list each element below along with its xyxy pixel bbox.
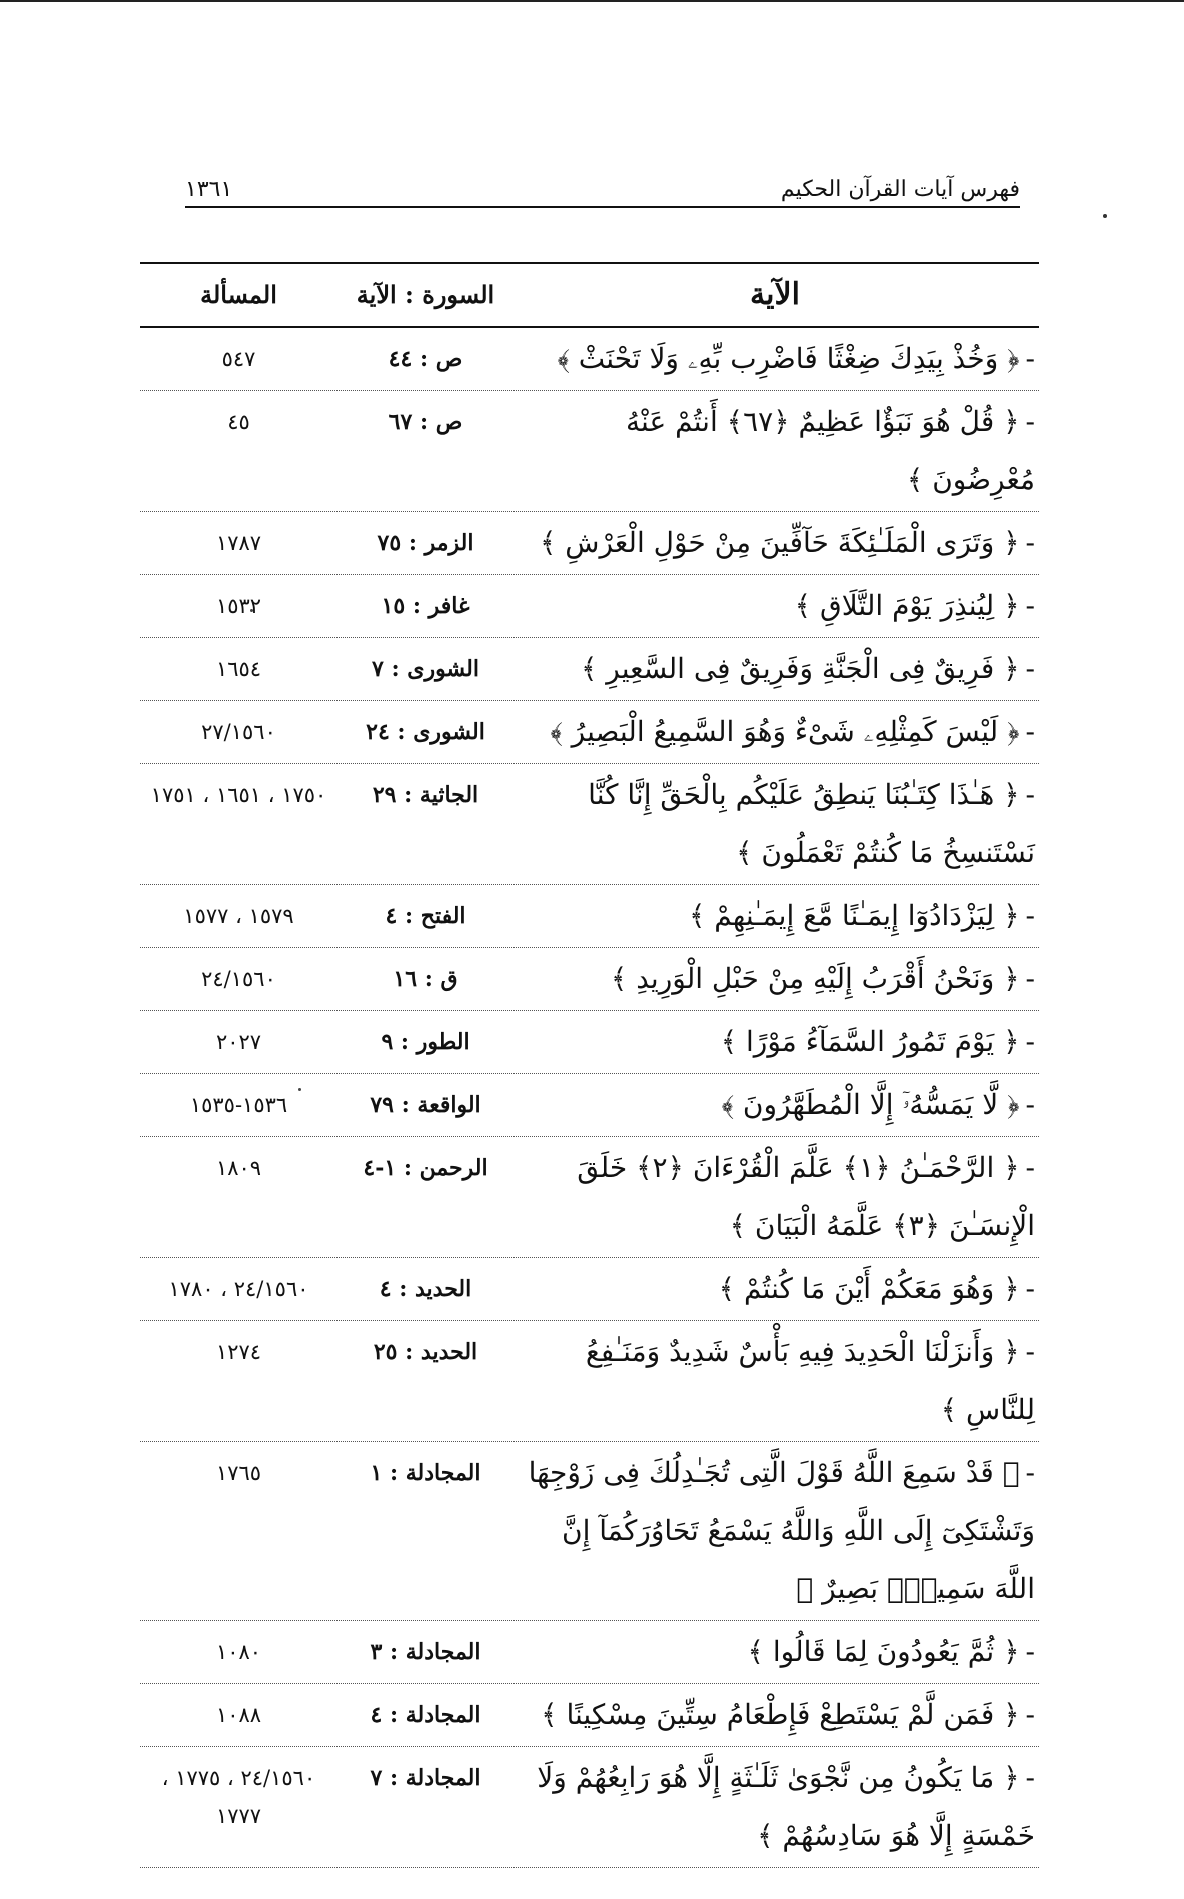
surah-ayah-cell: ق : ١٦ [337, 948, 514, 1011]
table-row [140, 1074, 1039, 1137]
verse-cell [514, 948, 1039, 1011]
verse-cell [514, 1011, 1039, 1074]
list-dash: - [1025, 1151, 1035, 1184]
surah-ayah-cell: الحديد : ٢٥ [337, 1321, 514, 1442]
header-issue: المسألة [140, 263, 337, 327]
verse-cell [514, 638, 1039, 701]
issue-cell: ٢٠٢٧ [140, 1011, 337, 1074]
verse-text: ﴿ وَهُوَ مَعَكُمْ أَيْنَ مَا كُنتُمْ ﴾ [718, 1272, 1020, 1305]
table-row [140, 1011, 1039, 1074]
list-dash: - [1025, 778, 1035, 811]
verse-text: ﴿ قَدْ سَمِعَ اللَّهُ قَوْلَ الَّتِى تُجَـٰدِلُكَ فِى زَوْجِهَا وَتَشْتَكِىٓ إِلَى اللَّهِ وَاللَّهُ يَسْمَعُ تَحَاوُرَكُمَآ إِنَّ اللَّهَ سَمِيعٌۢ بَصِيرٌ ﴾ [528, 1456, 1035, 1605]
list-dash: - [1025, 715, 1035, 748]
verse-text: ﴿ لِيَزْدَادُوٓا إِيمَـٰنًا مَّعَ إِيمَـٰنِهِمْ ﴾ [688, 899, 1020, 932]
list-dash: - [1025, 1025, 1035, 1058]
verse-text: ﴿ فَرِيقٌ فِى الْجَنَّةِ وَفَرِيقٌ فِى السَّعِيرِ ﴾ [580, 652, 1020, 685]
verse-cell [514, 327, 1039, 391]
issue-cell: ٤٥ [140, 391, 337, 512]
verse-text: ﴿ قُلْ هُوَ نَبَؤٌا عَظِيمٌ ﴿٦٧﴾ أَنتُمْ عَنْهُ مُعْرِضُونَ ﴾ [626, 405, 1035, 496]
table-row [140, 391, 1039, 512]
running-title: فهرس آيات القرآن الحكيم [780, 177, 1020, 202]
issue-cell: ١٥٣٢ [140, 575, 337, 638]
verse-text: ﴿ لِيُنذِرَ يَوْمَ التَّلَاقِ ﴾ [794, 589, 1020, 622]
surah-ayah-cell: الزمر : ٧٥ [337, 512, 514, 575]
issue-cell: ١٥٣٦-١٥٣٥ [140, 1074, 337, 1137]
page-number: ١٣٦١ [185, 177, 233, 202]
table-row [140, 764, 1039, 885]
header-surah-ayah: السورة : الآية [337, 263, 514, 327]
issue-cell: ١٧٥٠ ، ١٦٥١ ، ١٧٥١ [140, 764, 337, 885]
table-row [140, 1747, 1039, 1868]
issue-cell: ٢٤/١٥٦٠ ، ١٧٧٥ ، ١٧٧٧ [140, 1747, 337, 1868]
verse-text: ﴿ وَنَحْنُ أَقْرَبُ إِلَيْهِ مِنْ حَبْلِ الْوَرِيدِ ﴾ [610, 962, 1020, 995]
verse-cell [514, 512, 1039, 575]
list-dash: - [1025, 1272, 1035, 1305]
table-row [140, 1684, 1039, 1747]
verse-text: ﴿ مَا يَكُونُ مِن نَّجْوَىٰ ثَلَـٰثَةٍ إِلَّا هُوَ رَابِعُهُمْ وَلَا خَمْسَةٍ إِلَّا هُوَ سَادِسُهُمْ ﴾ [537, 1761, 1035, 1852]
surah-ayah-cell: غافر : ١٥ [337, 575, 514, 638]
verse-cell [514, 1621, 1039, 1684]
list-dash: - [1025, 1088, 1035, 1121]
table-row [140, 1258, 1039, 1321]
issue-cell: ١٥٧٩ ، ١٥٧٧ [140, 885, 337, 948]
verse-text: ﴿ وَخُذْ بِيَدِكَ ضِغْثًا فَاضْرِب بِّهِۦ وَلَا تَحْنَثْ ﴾ [557, 342, 1020, 375]
table-header-row [140, 263, 1039, 327]
margin-dot [1103, 214, 1107, 218]
surah-ayah-cell: المجادلة : ٧ [337, 1747, 514, 1868]
verse-text: ﴿ وَأَنزَلْنَا الْحَدِيدَ فِيهِ بَأْسٌ شَدِيدٌ وَمَنَـٰفِعُ لِلنَّاسِ ﴾ [585, 1335, 1035, 1426]
table-row [140, 1321, 1039, 1442]
list-dash: - [1025, 1761, 1035, 1794]
top-border [0, 0, 1184, 2]
surah-ayah-cell: الواقعة : ٧٩ [337, 1074, 514, 1137]
surah-ayah-cell: الشورى : ٢٤ [337, 701, 514, 764]
issue-cell: ١٨٠٩ [140, 1137, 337, 1258]
verse-cell [514, 575, 1039, 638]
verse-cell [514, 1074, 1039, 1137]
list-dash: - [1025, 1456, 1035, 1489]
issue-cell: ١٧٦٥ [140, 1442, 337, 1621]
list-dash: - [1025, 526, 1035, 559]
verse-text: ﴿ وَتَرَى الْمَلَـٰئِكَةَ حَآفِّينَ مِنْ حَوْلِ الْعَرْشِ ﴾ [539, 526, 1020, 559]
surah-ayah-cell: الطور : ٩ [337, 1011, 514, 1074]
table-row [140, 575, 1039, 638]
list-dash: - [1025, 589, 1035, 622]
verse-cell [514, 885, 1039, 948]
surah-ayah-cell: الجاثية : ٢٩ [337, 764, 514, 885]
table-row [140, 1621, 1039, 1684]
surah-ayah-cell: المجادلة : ٤ [337, 1684, 514, 1747]
verse-cell [514, 1684, 1039, 1747]
surah-ayah-cell: ص : ٤٤ [337, 327, 514, 391]
list-dash: - [1025, 342, 1035, 375]
list-dash: - [1025, 962, 1035, 995]
table-row [140, 701, 1039, 764]
issue-cell: ٥٤٧ [140, 327, 337, 391]
issue-cell: ٢٤/١٥٦٠ [140, 948, 337, 1011]
list-dash: - [1025, 1335, 1035, 1368]
list-dash: - [1025, 899, 1035, 932]
verse-text: ﴿ الرَّحْمَـٰنُ ﴿١﴾ عَلَّمَ الْقُرْءَانَ ﴿٢﴾ خَلَقَ الْإِنسَـٰنَ ﴿٣﴾ عَلَّمَهُ الْبَيَانَ ﴾ [577, 1151, 1035, 1242]
verse-text: ﴿ ثُمَّ يَعُودُونَ لِمَا قَالُوا ﴾ [747, 1635, 1020, 1668]
verse-cell [514, 1137, 1039, 1258]
surah-ayah-cell: المجادلة : ٣ [337, 1621, 514, 1684]
issue-cell: ١٢٧٤ [140, 1321, 337, 1442]
verse-cell [514, 764, 1039, 885]
verse-text: ﴿ هَـٰذَا كِتَـٰبُنَا يَنطِقُ عَلَيْكُم بِالْحَقِّ إِنَّا كُنَّا نَسْتَنسِخُ مَا كُنتُمْ تَعْمَلُونَ ﴾ [588, 778, 1035, 869]
table-row [140, 1137, 1039, 1258]
issue-cell: ١٠٨٨ [140, 1684, 337, 1747]
verse-cell [514, 701, 1039, 764]
list-dash: - [1025, 652, 1035, 685]
verse-cell [514, 391, 1039, 512]
surah-ayah-cell: الفتح : ٤ [337, 885, 514, 948]
table-row [140, 1442, 1039, 1621]
table-body [140, 327, 1039, 1868]
header-verse: الآية [514, 263, 1039, 327]
issue-cell: ٢٧/١٥٦٠ [140, 701, 337, 764]
verse-cell [514, 1321, 1039, 1442]
verse-cell [514, 1442, 1039, 1621]
verse-index-table [140, 262, 1039, 1868]
list-dash: - [1025, 405, 1035, 438]
issue-cell: ٢٤/١٥٦٠ ، ١٧٨٠ [140, 1258, 337, 1321]
verse-cell [514, 1258, 1039, 1321]
list-dash: - [1025, 1698, 1035, 1731]
verse-text: ﴿ لَّا يَمَسُّهُۥٓ إِلَّا الْمُطَهَّرُونَ ﴾ [721, 1088, 1020, 1121]
surah-ayah-cell: المجادلة : ١ [337, 1442, 514, 1621]
verse-text: ﴿ يَوْمَ تَمُورُ السَّمَآءُ مَوْرًا ﴾ [720, 1025, 1020, 1058]
verse-cell [514, 1747, 1039, 1868]
surah-ayah-cell: الرحمن : ١-٤ [337, 1137, 514, 1258]
running-header [185, 168, 1020, 208]
surah-ayah-cell: الشورى : ٧ [337, 638, 514, 701]
list-dash: - [1025, 1635, 1035, 1668]
verse-text: ﴿ فَمَن لَّمْ يَسْتَطِعْ فَإِطْعَامُ سِتِّينَ مِسْكِينًا ﴾ [541, 1698, 1020, 1731]
surah-ayah-cell: الحديد : ٤ [337, 1258, 514, 1321]
table-row [140, 638, 1039, 701]
table-row [140, 512, 1039, 575]
table-row [140, 327, 1039, 391]
verse-text: ﴿ لَيْسَ كَمِثْلِهِۦ شَىْءٌ وَهُوَ السَّمِيعُ الْبَصِيرُ ﴾ [550, 715, 1020, 748]
issue-cell: ١٧٨٧ [140, 512, 337, 575]
issue-cell: ١٠٨٠ [140, 1621, 337, 1684]
issue-cell: ١٦٥٤ [140, 638, 337, 701]
surah-ayah-cell: ص : ٦٧ [337, 391, 514, 512]
table-row [140, 948, 1039, 1011]
table-row [140, 885, 1039, 948]
